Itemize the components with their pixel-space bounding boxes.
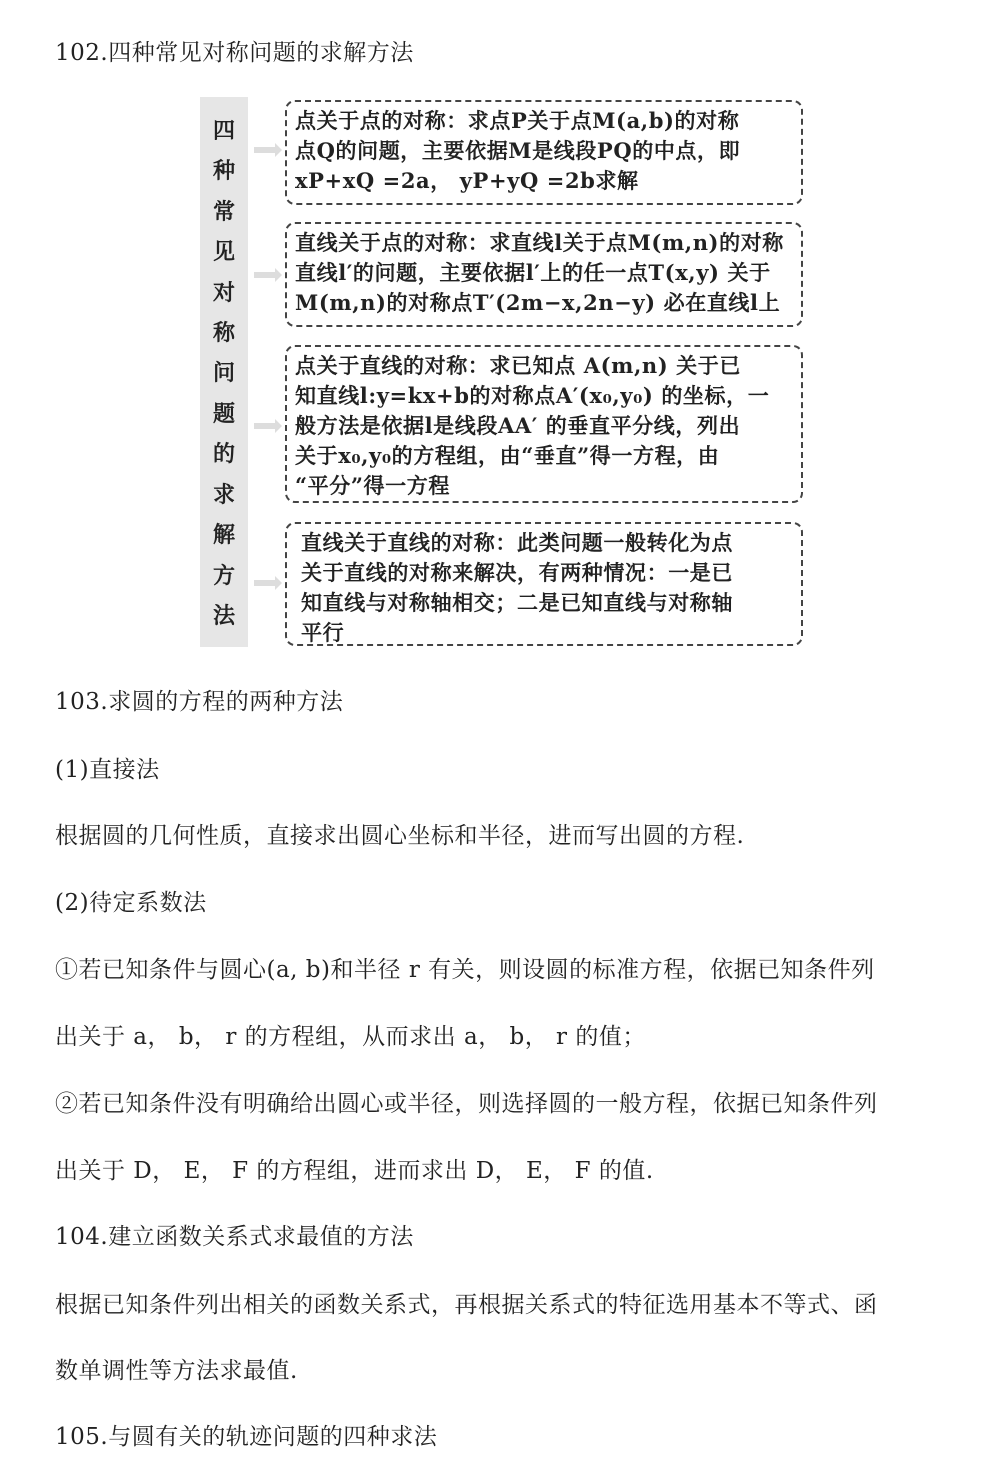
side-label-char: 题 [212,401,235,427]
box-line: 直线关于点的对称：求直线l关于点M(m,n)的对称 [295,230,784,255]
method-1-text: 根据圆的几何性质，直接求出圆心坐标和半径，进而写出圆的方程. [55,823,745,849]
section-104-text-cont: 数单调性等方法求最值. [55,1358,298,1384]
side-label-char: 问 [212,361,235,387]
side-label-char: 见 [212,240,235,266]
box-line: M(m,n)的对称点T′(2m−x,2n−y) 必在直线l上 [295,290,781,315]
side-label-char: 求 [212,482,235,508]
symmetry-box-point-point [285,100,803,205]
box-line: 直线关于直线的对称：此类问题一般转化为点 [301,530,733,555]
side-label-char: 四 [212,118,235,144]
side-label-char: 法 [212,604,235,630]
section-103-title: 103.求圆的方程的两种方法 [55,689,344,715]
diagram-side-label [200,97,248,647]
side-label-char: 解 [212,523,235,549]
side-label-char: 种 [212,159,235,185]
side-label-char: 对 [212,280,235,306]
method-2-heading: (2)待定系数法 [55,890,207,916]
section-104-text: 根据已知条件列出相关的函数关系式，再根据关系式的特征选用基本不等式、函 [55,1292,878,1318]
box-line: 点关于点的对称：求点P关于点M(a,b)的对称 [295,108,740,133]
method-2-point-1-cont: 出关于 a， b， r 的方程组，从而求出 a， b， r 的值； [55,1024,646,1050]
box-line: 直线l′的问题，主要依据l′上的任一点T(x,y) 关于 [295,260,771,285]
arrow-icon [254,423,276,429]
symmetry-box-line-line [285,522,803,646]
symmetry-box-point-line [285,345,803,503]
method-2-point-1: ①若已知条件与圆心(a, b)和半径 r 有关，则设圆的标准方程，依据已知条件列 [55,957,875,983]
box-line: 知直线与对称轴相交；二是已知直线与对称轴 [301,590,733,615]
box-line: 知直线l:y=kx+b的对称点A′(x₀,y₀) 的坐标，一 [295,383,770,408]
method-2-point-2-cont: 出关于 D， E， F 的方程组，进而求出 D， E， F 的值. [55,1158,654,1184]
side-label-char: 常 [212,199,235,225]
box-line: 关于直线的对称来解决，有两种情况：一是已 [301,560,733,585]
method-2-point-2: ②若已知条件没有明确给出圆心或半径，则选择圆的一般方程，依据已知条件列 [55,1091,878,1117]
arrow-icon [254,147,276,153]
box-line: 平行 [301,620,345,645]
box-line: xP+xQ =2a， yP+yQ =2b求解 [295,168,639,193]
section-105-title: 105.与圆有关的轨迹问题的四种求法 [55,1424,438,1450]
box-line: “平分”得一方程 [295,473,450,498]
side-label-char: 称 [212,320,235,346]
symmetry-box-line-point [285,222,803,327]
box-line: 关于x₀,y₀的方程组，由“垂直”得一方程，由 [295,443,720,468]
section-102-title: 102.四种常见对称问题的求解方法 [55,40,414,66]
box-line: 点关于直线的对称：求已知点 A(m,n) 关于已 [295,353,741,378]
arrow-icon [254,580,276,586]
section-104-title: 104.建立函数关系式求最值的方法 [55,1224,414,1250]
box-line: 点Q的问题，主要依据M是线段PQ的中点，即 [295,138,741,163]
side-label-char: 方 [212,563,235,589]
side-label-char: 的 [212,442,235,468]
box-line: 般方法是依据l是线段AA′ 的垂直平分线，列出 [295,413,741,438]
arrow-icon [254,272,276,278]
method-1-heading: (1)直接法 [55,757,160,783]
